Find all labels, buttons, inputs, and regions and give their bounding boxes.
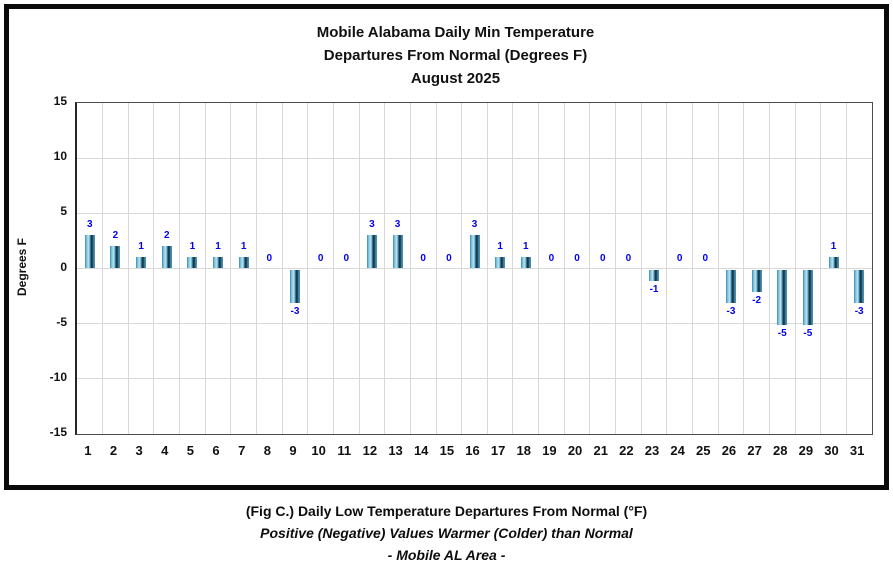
plot-area xyxy=(75,102,873,435)
bar-value-label: 1 xyxy=(240,241,247,253)
bar xyxy=(521,257,531,268)
bar-value-label: 3 xyxy=(471,219,478,231)
bar-value-label: -2 xyxy=(752,294,762,306)
x-tick-label: 2 xyxy=(109,443,118,458)
bar-value-label: 1 xyxy=(523,241,529,253)
bar xyxy=(470,235,480,268)
x-tick-label: 24 xyxy=(670,443,685,458)
bar-value-label: 0 xyxy=(676,252,683,264)
gridline-vertical xyxy=(589,103,590,434)
y-tick-label: 0 xyxy=(60,259,67,274)
bar-value-label: 3 xyxy=(87,219,93,231)
gridline-horizontal xyxy=(77,158,872,159)
x-tick-label: 16 xyxy=(465,443,480,458)
gridline-vertical xyxy=(846,103,847,434)
x-tick-label: 30 xyxy=(824,443,839,458)
gridline-vertical xyxy=(436,103,437,434)
bar xyxy=(136,257,146,268)
figure-caption xyxy=(0,500,893,566)
gridline-vertical xyxy=(205,103,206,434)
bar xyxy=(777,270,787,325)
gridline-vertical xyxy=(128,103,129,434)
bar-value-label: -3 xyxy=(290,305,300,317)
bar-value-label: -3 xyxy=(854,305,864,317)
bar-value-label: 1 xyxy=(189,241,196,253)
bar-value-label: 0 xyxy=(420,252,426,264)
bar xyxy=(649,270,659,281)
bar xyxy=(393,235,403,268)
x-tick-label: 29 xyxy=(798,443,814,458)
chart-title-line-3: August 2025 xyxy=(410,70,501,87)
gridline-vertical xyxy=(359,103,360,434)
y-tick-label: 5 xyxy=(60,204,67,219)
x-tick-label: 5 xyxy=(186,443,195,458)
bar-value-label: -5 xyxy=(777,327,787,339)
gridline-vertical xyxy=(795,103,796,434)
gridline-vertical xyxy=(615,103,616,434)
bar xyxy=(187,257,197,268)
bar-value-label: 0 xyxy=(266,252,273,264)
gridline-vertical xyxy=(692,103,693,434)
chart-title-line-1: Mobile Alabama Daily Min Temperature xyxy=(316,24,595,41)
x-tick-label: 17 xyxy=(490,443,506,458)
x-tick-label: 25 xyxy=(696,443,711,458)
caption-line-2: Positive (Negative) Values Warmer (Colder) than Normal xyxy=(260,525,633,541)
y-tick-label: -10 xyxy=(49,369,67,384)
bar-value-label: 0 xyxy=(446,252,452,264)
gridline-vertical xyxy=(230,103,231,434)
x-tick-label: 6 xyxy=(212,443,220,458)
gridline-vertical xyxy=(307,103,308,434)
gridline-vertical xyxy=(564,103,565,434)
gridline-vertical xyxy=(769,103,770,434)
bar-value-label: 0 xyxy=(343,252,350,264)
x-tick-label: 26 xyxy=(721,443,737,458)
gridline-horizontal xyxy=(77,323,872,324)
gridline-vertical xyxy=(718,103,719,434)
bar-value-label: -1 xyxy=(649,283,659,295)
gridline-vertical xyxy=(282,103,283,434)
bar xyxy=(803,270,813,325)
bar-value-label: 3 xyxy=(369,219,375,231)
gridline-vertical xyxy=(333,103,334,434)
bar xyxy=(239,257,249,268)
x-tick-label: 13 xyxy=(388,443,403,458)
gridline-vertical xyxy=(820,103,821,434)
gridline-vertical xyxy=(410,103,411,434)
gridline-vertical xyxy=(384,103,385,434)
gridline-vertical xyxy=(487,103,488,434)
x-tick-label: 7 xyxy=(238,443,246,458)
x-tick-label: 19 xyxy=(542,443,557,458)
gridline-vertical xyxy=(102,103,103,434)
gridline-vertical xyxy=(512,103,513,434)
x-tick-label: 28 xyxy=(772,443,788,458)
bar-value-label: -5 xyxy=(803,327,813,339)
bar-value-label: 1 xyxy=(497,241,503,253)
chart-title-line-2: Departures From Normal (Degrees F) xyxy=(323,47,588,64)
y-tick-label: 15 xyxy=(53,94,67,108)
bar-value-label: 0 xyxy=(317,252,324,264)
bar xyxy=(367,235,377,268)
bar-value-label: -3 xyxy=(726,305,736,317)
x-tick-label: 22 xyxy=(619,443,634,458)
bar xyxy=(752,270,762,292)
bar-value-label: 0 xyxy=(702,252,709,264)
gridline-vertical xyxy=(256,103,257,434)
gridline-vertical xyxy=(461,103,462,434)
bar-value-label: 2 xyxy=(163,230,170,242)
x-tick-label: 18 xyxy=(516,443,531,458)
gridline-vertical xyxy=(179,103,180,434)
bar-value-label: 0 xyxy=(599,252,606,264)
x-tick-label: 3 xyxy=(135,443,143,458)
bar-value-label: 1 xyxy=(138,241,144,253)
x-tick-label: 1 xyxy=(84,443,92,458)
y-axis-title: Degrees F xyxy=(15,237,29,297)
x-tick-label: 15 xyxy=(439,443,455,458)
bar xyxy=(495,257,505,268)
x-tick-label: 12 xyxy=(362,443,378,458)
bar xyxy=(162,246,172,268)
gridline-vertical xyxy=(641,103,642,434)
bar xyxy=(854,270,864,303)
gridline-vertical xyxy=(666,103,667,434)
bar-value-label: 2 xyxy=(112,230,119,242)
x-tick-label: 14 xyxy=(413,443,429,458)
bar xyxy=(829,257,839,268)
x-tick-label: 21 xyxy=(593,443,608,458)
y-tick-label: -5 xyxy=(56,314,67,329)
y-tick-label: 10 xyxy=(53,149,67,164)
bar xyxy=(290,270,300,303)
x-tick-label: 10 xyxy=(311,443,326,458)
gridline-vertical xyxy=(153,103,154,434)
caption-line-1: (Fig C.) Daily Low Temperature Departures From Normal (°F) xyxy=(245,503,648,519)
bar-value-label: 1 xyxy=(215,241,221,253)
x-tick-label: 11 xyxy=(337,443,352,458)
gridline-horizontal xyxy=(77,213,872,214)
y-tick-label: -15 xyxy=(49,425,67,439)
bar xyxy=(110,246,120,268)
x-tick-label: 4 xyxy=(161,443,169,458)
bar-value-label: 3 xyxy=(394,219,401,231)
x-tick-label: 23 xyxy=(644,443,660,458)
gridline-vertical xyxy=(743,103,744,434)
caption-line-3: - Mobile AL Area - xyxy=(387,547,506,563)
x-tick-label: 8 xyxy=(263,443,271,458)
bar xyxy=(213,257,223,268)
x-tick-label: 9 xyxy=(289,443,297,458)
x-tick-label: 31 xyxy=(849,443,865,458)
bar xyxy=(726,270,736,303)
x-tick-label: 20 xyxy=(567,443,583,458)
x-tick-label: 27 xyxy=(747,443,762,458)
bar-value-label: 1 xyxy=(830,241,837,253)
chart-title xyxy=(18,21,893,90)
bar-value-label: 0 xyxy=(625,252,632,264)
gridline-horizontal xyxy=(77,378,872,379)
bar-value-label: 0 xyxy=(574,252,580,264)
bar xyxy=(85,235,95,268)
gridline-vertical xyxy=(538,103,539,434)
bar-value-label: 0 xyxy=(548,252,555,264)
